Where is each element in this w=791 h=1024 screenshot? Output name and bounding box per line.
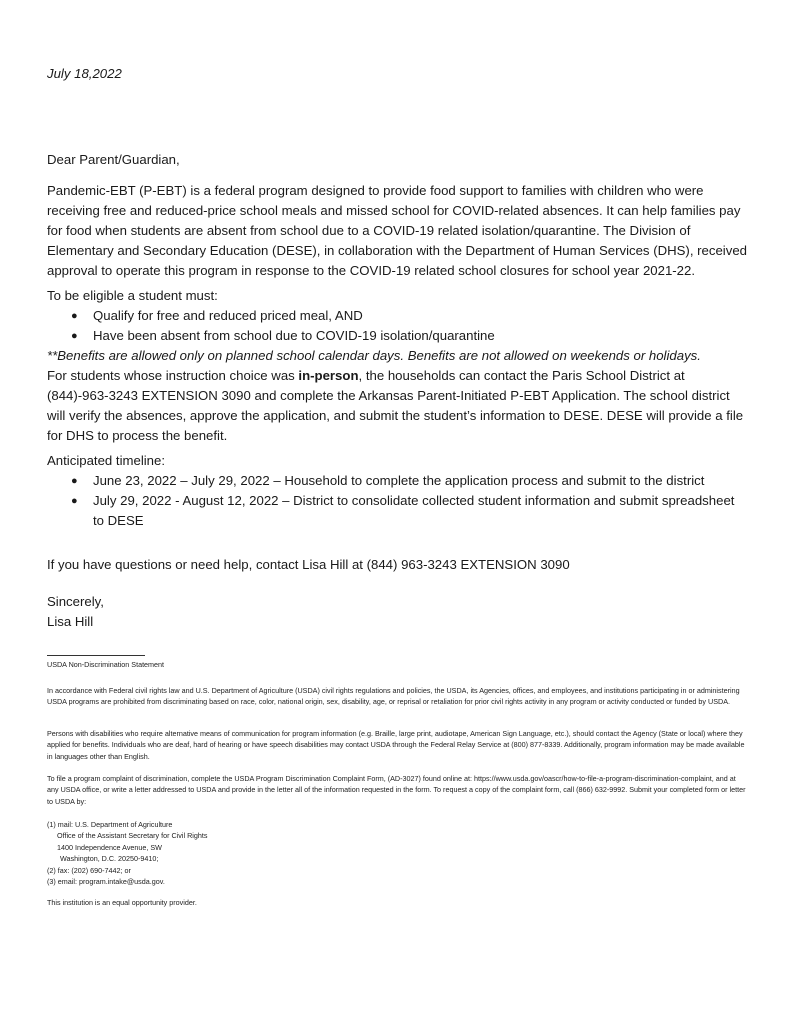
timeline-list: [47, 471, 747, 531]
instruction-paragraph: [47, 366, 747, 446]
instruction-text-before: For students whose instruction choice was: [47, 368, 299, 383]
footer-paragraph-3: To file a program complaint of discrimination, complete the USDA Program Discrimination Complaint Form, (AD-3027) found online at: https://www.usda.gov/oascr/how-to-file-a-program-discrimination-complaint, and at any USDA office, or write a letter addressed to USDA and provide in the letter all of the information requested in the form. To request a copy of the complaint form, call (866) 632-9992. Submit your completed form or letter to USDA by:: [47, 774, 746, 806]
bullet-icon: ●: [71, 495, 78, 507]
eligibility-list: [47, 306, 747, 346]
letter-date: July 18,2022: [47, 66, 122, 81]
equal-opportunity-statement: This institution is an equal opportunity provider.: [47, 898, 197, 907]
eligibility-section: [47, 286, 747, 366]
timeline-heading: Anticipated timeline:: [47, 453, 166, 468]
footer-paragraph-2: Persons with disabilities who require alternative means of communication for program information (e.g. Braille, large print, audiotape, American Sign Language, etc.), should contact the Agency (State or local) where they applied for benefits. Individuals who are deaf, hard of hearing or have speech disabilities may contact USDA through the Federal Relay Service at (800) 877-8339. Additionally, program information may be made available in languages other than English.: [47, 729, 745, 761]
address-line: 1400 Independence Avenue, SW: [57, 842, 162, 852]
timeline-item-text: June 23, 2022 – July 29, 2022 – Household to complete the application process and submit to the district: [93, 473, 705, 488]
intro-paragraph: Pandemic-EBT (P-EBT) is a federal program designed to provide food support to families with children who were receiving free and reduced-price school meals and missed school for COVID-related absences. It can help families pay for food when students are absent from school due to a COVID-19 related isolation/quarantine. The Division of Elementary and Secondary Education (DESE), in collaboration with the Department of Human Services (DHS), received approval to operate this program in response to the COVID-19 related school closures for school year 2021-22.: [47, 183, 747, 278]
list-item: [47, 306, 747, 326]
bullet-icon: ●: [71, 475, 78, 487]
footer-paragraph-1: In accordance with Federal civil rights law and U.S. Department of Agriculture (USDA) civil rights regulations and policies, the USDA, its Agencies, offices, and employees, and institutions participating in or administering USDA programs are prohibited from discriminating based on race, color, national origin, sex, disability, age, or reprisal or retaliation for prior civil rights activity in any program or activity conducted or funded by USDA.: [47, 686, 740, 707]
greeting: Dear Parent/Guardian,: [47, 152, 180, 167]
contact-paragraph: If you have questions or need help, contact Lisa Hill at (844) 963-3243 EXTENSION 3090: [47, 557, 570, 572]
list-item: [47, 491, 747, 531]
instruction-text-after: , the households can contact the Paris School District at (844)-963-3243 EXTENSION 3090 and complete the Arkansas Parent-Initiated P-EBT Application. The school district will verify the absences, approve the application, and submit the student’s information to DESE. DESE will provide a file for DHS to process the benefit.: [47, 368, 744, 443]
footer-address: [47, 819, 747, 887]
footer-title: USDA Non-Discrimination Statement: [47, 660, 165, 669]
bullet-icon: ●: [71, 330, 78, 342]
list-item: [47, 326, 747, 346]
eligibility-item-text: Have been absent from school due to COVID-19 isolation/quarantine: [93, 328, 495, 343]
eligibility-heading: To be eligible a student must:: [47, 288, 218, 303]
timeline-item-text: July 29, 2022 - August 12, 2022 – District to consolidate collected student information and submit spreadsheet to DESE: [93, 493, 735, 528]
timeline-section: [47, 451, 747, 531]
address-line: Office of the Assistant Secretary for Civil Rights: [57, 831, 208, 841]
footer-divider: [47, 655, 145, 656]
address-line: Washington, D.C. 20250-9410;: [60, 854, 159, 864]
list-item: [47, 471, 747, 491]
signer-name: Lisa Hill: [47, 614, 94, 629]
address-line: (1) mail: U.S. Department of Agriculture: [47, 820, 173, 829]
closing-salutation: Sincerely,: [47, 594, 104, 609]
email-line: (3) email: program.intake@usda.gov.: [47, 877, 165, 887]
closing-block: [47, 592, 747, 632]
benefits-note: **Benefits are allowed only on planned school calendar days. Benefits are not allowed on weekends or holidays.: [47, 348, 701, 363]
instruction-emphasis: in-person: [298, 368, 359, 383]
eligibility-item-text: Qualify for free and reduced priced meal, AND: [93, 308, 363, 323]
bullet-icon: ●: [71, 310, 78, 322]
fax-line: (2) fax: (202) 690-7442; or: [47, 865, 131, 875]
